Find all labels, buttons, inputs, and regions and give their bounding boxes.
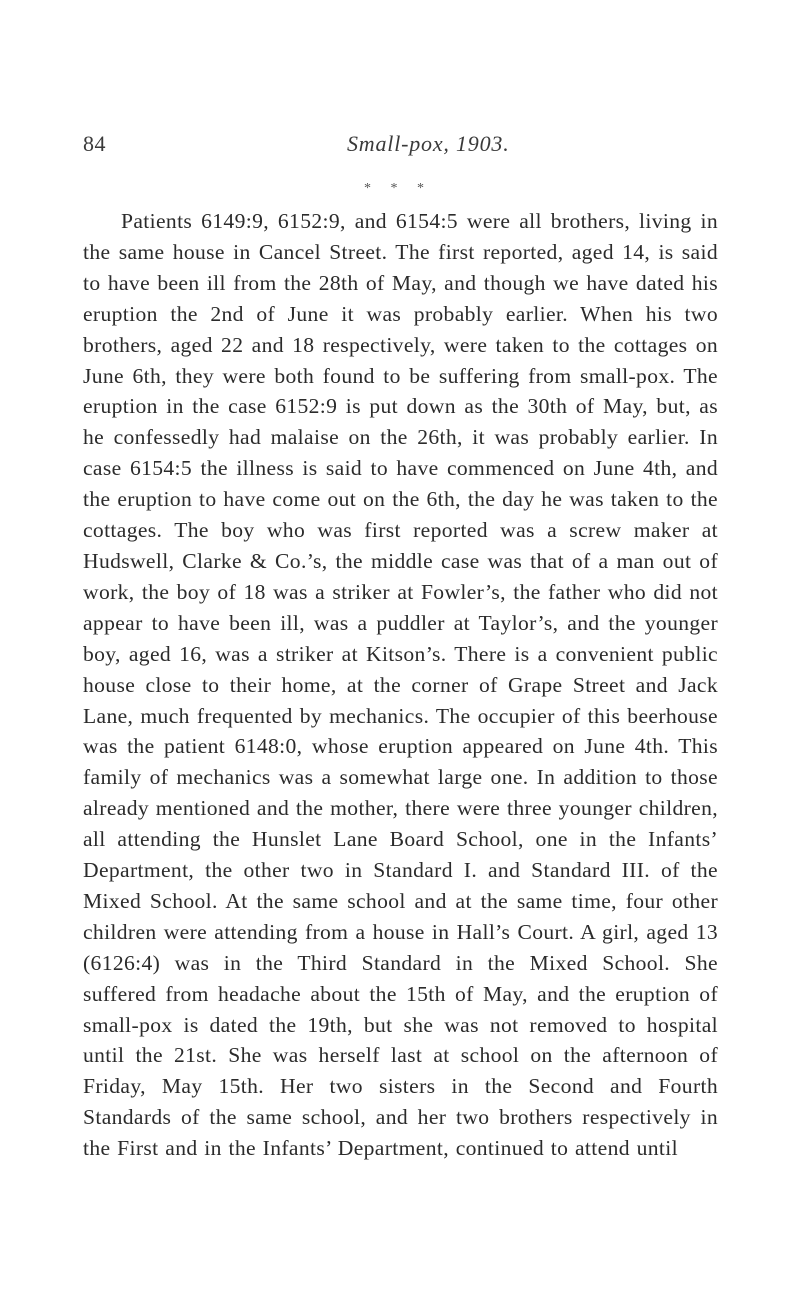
page-number: 84	[83, 131, 106, 156]
running-head	[0, 131, 800, 161]
running-title: Small-pox, 1903.	[347, 131, 510, 156]
section-ornament: * * *	[364, 181, 432, 196]
body-text	[83, 206, 718, 1164]
body-paragraph: Patients 6149:9, 6152:9, and 6154:5 were all brothers, living in the same house in Cancel Street. The first reported, aged 14, is said to have been ill from the 28th of May, and though we have dated his eruption the 2nd of June it was probably earlier. When his two brothers, aged 22 and 18 respectively, were taken to the cottages on June 6th, they were both found to be suffering from small-pox. The eruption in the case 6152:9 is put down as the 30th of May, but, as he confessedly had malaise on the 26th, it was probably earlier. In case 6154:5 the illness is said to have commenced on June 4th, and the eruption to have come out on the 6th, the day he was taken to the cottages. The boy who was first reported was a screw maker at Hudswell, Clarke & Co.’s, the middle case was that of a man out of work, the boy of 18 was a striker at Fowler’s, the father who did not appear to have been ill, was a puddler at Taylor’s, and the younger boy, aged 16, was a striker at Kitson’s. There is a convenient public house close to their home, at the corner of Grape Street and Jack Lane, much frequented by mechanics. The occupier of this beerhouse was the patient 6148:0, whose eruption appeared on June 4th. This family of mechanics was a somewhat large one. In addition to those already mentioned and the mother, there were three younger children, all attending the Hunslet Lane Board School, one in the Infants’ Department, the other two in Standard I. and Standard III. of the Mixed School. At the same school and at the same time, four other children were attending from a house in Hall’s Court. A girl, aged 13 (6126:4) was in the Third Standard in the Mixed School. She suffered from headache about the 15th of May, and the eruption of small-pox is dated the 19th, but she was not removed to hospital until the 21st. She was herself last at school on the afternoon of Friday, May 15th. Her two sisters in the Second and Fourth Standards of the same school, and her two brothers respectively in the First and in the Infants’ Department, continued to attend until	[83, 209, 718, 1161]
